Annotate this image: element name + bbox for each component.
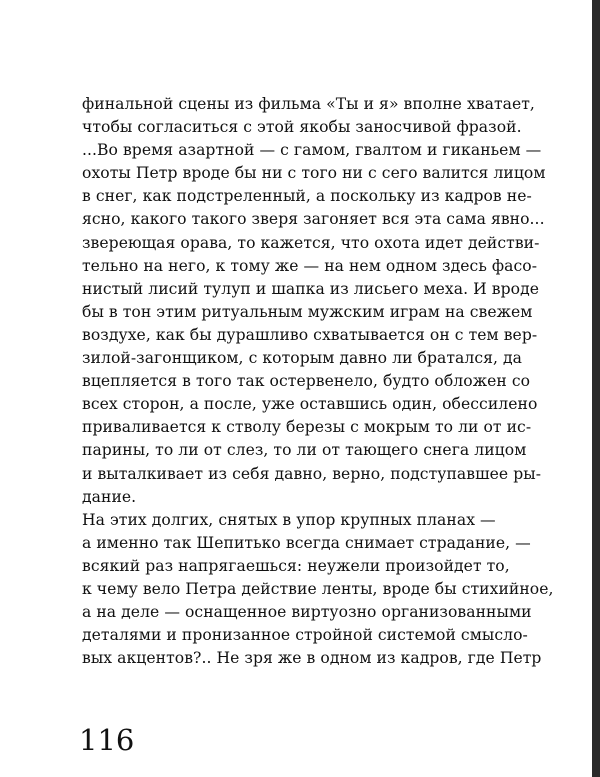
text-line: а на деле — оснащенное виртуозно организованными (82, 603, 532, 622)
text-line: парины, то ли от слез, то ли от тающего снега лицом (82, 441, 527, 460)
text-line: ясно, какого такого зверя загоняет вся эта сама явно... (82, 210, 545, 229)
text-line: а именно так Шепитько всегда снимает страдание, — (82, 533, 531, 552)
text-line: зилой-загонщиком, с которым давно ли братался, да (82, 349, 522, 368)
text-line: чтобы согласиться с этой якобы заносчивой фразой. (82, 118, 522, 137)
text-line: ...Во время азартной — с гамом, гвалтом и гиканьем — (82, 141, 542, 160)
text-line: к чему вело Петра действие ленты, вроде бы стихийное, (82, 579, 554, 598)
text-line: всех сторон, а после, уже оставшись один, обессилено (82, 395, 538, 414)
text-line: финальной сцены из фильма «Ты и я» вполне хватает, (82, 95, 535, 113)
text-line: приваливается к стволу березы с мокрым то ли от ис- (82, 418, 532, 437)
text-line: вцепляется в того так остервенело, будто обложен со (82, 372, 531, 391)
text-line: нистый лисий тулуп и шапка из лисьего меха. И вроде (82, 279, 540, 298)
text-line: охоты Петр вроде бы ни с того ни с сего валится лицом (82, 164, 546, 183)
text-line: тельно на него, к тому же — на нем одном здесь фасо- (82, 256, 538, 275)
text-line: деталями и пронизанное стройной системой смысло- (82, 626, 528, 645)
page-edge-shadow (592, 0, 600, 777)
text-line: и выталкивает из себя давно, верно, подступавшее ры- (82, 464, 542, 483)
text-line: в снег, как подстреленный, а поскольку из кадров не- (82, 187, 532, 206)
text-line: всякий раз напрягаешься: неужели произойдет то, (82, 556, 510, 575)
text-line: воздухе, как бы дурашливо схватывается он с тем вер- (82, 325, 538, 344)
page-number: 116 (79, 723, 135, 757)
text-line: На этих долгих, снятых в упор крупных планах — (82, 510, 496, 529)
text-line: звереющая орава, то кажется, что охота идет действи- (82, 233, 540, 252)
body-text (82, 93, 554, 670)
text-line: вых акцентов?.. Не зря же в одном из кадров, где Петр (82, 649, 542, 668)
text-line: дание. (82, 487, 137, 506)
text-line: бы в тон этим ритуальным мужским играм на свежем (82, 302, 533, 321)
